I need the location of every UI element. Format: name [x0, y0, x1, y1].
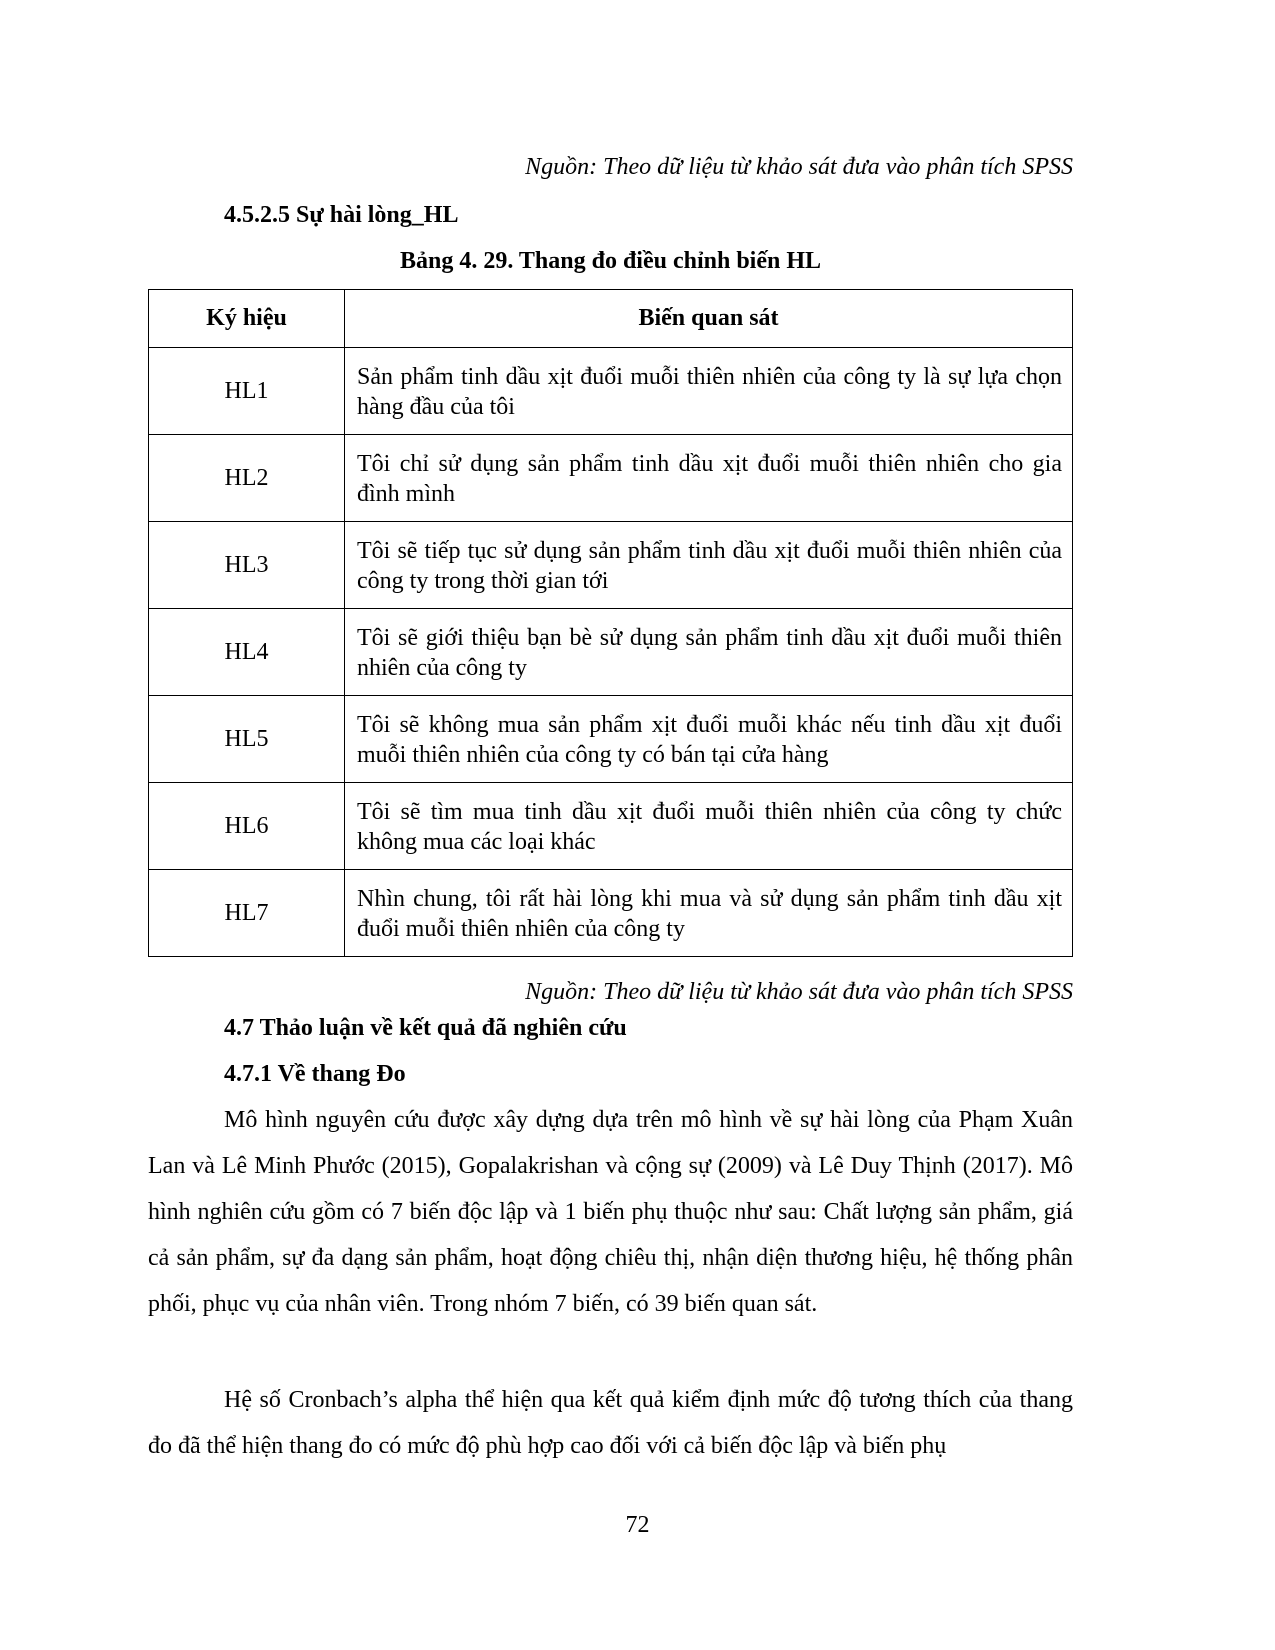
scale-table [148, 289, 1073, 957]
paragraph-cronbach: Hệ số Cronbach’s alpha thể hiện qua kết quả kiểm định mức độ tương thích của thang đo đã thể hiện thang đo có mức độ phù hợp cao đối với cả biến độc lập và biến phụ [148, 1387, 1073, 1459]
row-description: Tôi sẽ không mua sản phẩm xịt đuổi muỗi khác nếu tinh dầu xịt đuổi muỗi thiên nhiên của công ty có bán tại cửa hàng [345, 696, 1073, 783]
row-description: Tôi sẽ tìm mua tinh dầu xịt đuổi muỗi thiên nhiên của công ty chức không mua các loại khác [345, 783, 1073, 870]
table-row [149, 609, 1073, 696]
header-description: Biến quan sát [345, 290, 1073, 348]
row-code: HL2 [149, 435, 345, 522]
row-code: HL1 [149, 348, 345, 435]
row-description: Tôi chỉ sử dụng sản phẩm tinh dầu xịt đuổi muỗi thiên nhiên cho gia đình mình [345, 435, 1073, 522]
section-heading: 4.5.2.5 Sự hài lòng_HL [224, 202, 459, 228]
row-code: HL5 [149, 696, 345, 783]
row-code: HL6 [149, 783, 345, 870]
page-number: 72 [625, 1512, 650, 1538]
table-row [149, 435, 1073, 522]
table-header-row [149, 290, 1073, 348]
header-code: Ký hiệu [149, 290, 345, 348]
source-note-bottom: Nguồn: Theo dữ liệu từ khảo sát đưa vào phân tích SPSS [525, 979, 1073, 1005]
heading-scale: 4.7.1 Về thang Đo [224, 1061, 406, 1087]
row-description: Tôi sẽ giới thiệu bạn bè sử dụng sản phẩm tinh dầu xịt đuổi muỗi thiên nhiên của công ty [345, 609, 1073, 696]
source-note-top: Nguồn: Theo dữ liệu từ khảo sát đưa vào phân tích SPSS [525, 154, 1073, 180]
row-code: HL3 [149, 522, 345, 609]
row-description: Nhìn chung, tôi rất hài lòng khi mua và sử dụng sản phẩm tinh dầu xịt đuổi muỗi thiên nhiên của công ty [345, 870, 1073, 957]
table-row [149, 348, 1073, 435]
paragraph-model: Mô hình nguyên cứu được xây dựng dựa trên mô hình về sự hài lòng của Phạm Xuân Lan và Lê Minh Phước (2015), Gopalakrishan và cộng sự (2009) và Lê Duy Thịnh (2017). Mô hình nghiên cứu gồm có 7 biến độc lập và 1 biến phụ thuộc như sau: Chất lượng sản phẩm, giá cả sản phẩm, sự đa dạng sản phẩm, hoạt động chiêu thị, nhận diện thương hiệu, hệ thống phân phối, phục vụ của nhân viên. Trong nhóm 7 biến, có 39 biến quan sát. [148, 1107, 1073, 1317]
table-row [149, 696, 1073, 783]
table-caption: Bảng 4. 29. Thang đo điều chỉnh biến HL [399, 248, 822, 274]
row-description: Sản phẩm tinh dầu xịt đuổi muỗi thiên nhiên của công ty là sự lựa chọn hàng đầu của tôi [345, 348, 1073, 435]
table-row [149, 783, 1073, 870]
heading-discussion: 4.7 Thảo luận về kết quả đã nghiên cứu [224, 1015, 627, 1041]
table-row [149, 522, 1073, 609]
table-row [149, 870, 1073, 957]
row-code: HL4 [149, 609, 345, 696]
row-description: Tôi sẽ tiếp tục sử dụng sản phẩm tinh dầu xịt đuổi muỗi thiên nhiên của công ty trong thời gian tới [345, 522, 1073, 609]
row-code: HL7 [149, 870, 345, 957]
